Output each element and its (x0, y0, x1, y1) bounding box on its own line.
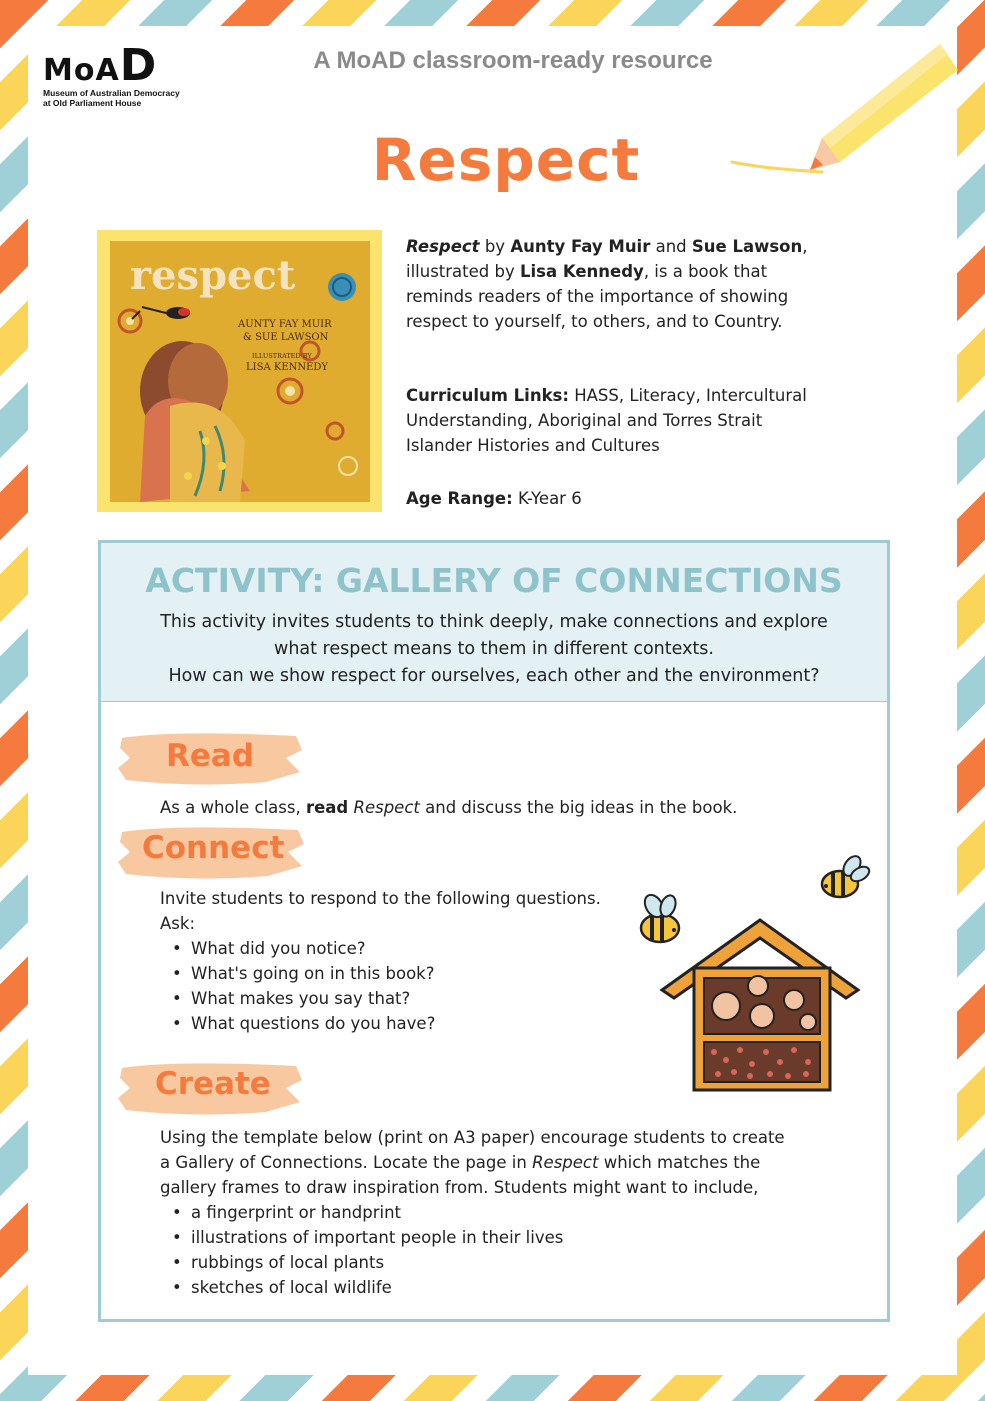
intro-book-title: Respect (406, 237, 480, 256)
intro-illustrator: Lisa Kennedy (520, 262, 644, 281)
tagline: A MoAD classroom-ready resource (313, 47, 713, 74)
logo-line-2: at Old Parliament House (43, 97, 142, 108)
list-item: • What makes you say that? (172, 986, 620, 1011)
create-text (160, 1125, 790, 1300)
activity-desc-line-1: This activity invites students to think deeply, make connections and explore (160, 612, 828, 632)
intro-by: by (479, 237, 511, 256)
read-heading: Read (166, 738, 255, 774)
list-item: • sketches of local wildlife (172, 1275, 790, 1300)
age-label: Age Range: (406, 489, 513, 508)
cover-title: respect (130, 252, 296, 299)
list-item: • a fingerprint or handprint (172, 1200, 790, 1225)
create-text-post: which matches the gallery frames to draw inspiration from. Students might want to include, (160, 1153, 761, 1197)
intro-author-1: Aunty Fay Muir (510, 237, 651, 256)
list-item: • What did you notice? (172, 936, 620, 961)
bug-hotel-illustration (630, 850, 875, 1100)
cover-author-1: AUNTY FAY MUIR (238, 319, 332, 330)
create-text-italic: Respect (532, 1153, 599, 1172)
age-value: K-Year 6 (512, 489, 582, 508)
cover-author-2: & SUE LAWSON (243, 332, 329, 343)
logo-mark: MoAD (43, 40, 158, 91)
page-title: Respect (371, 126, 641, 194)
intro-rest: , is a book that reminds readers of the importance of showing respect to yourself, to others, and to Country. (406, 262, 789, 331)
curriculum-value: HASS, Literacy, Intercultural Understanding, Aboriginal and Torres Strait Islander Histories and Cultures (406, 386, 807, 455)
activity-desc-line-2: what respect means to them in different contexts. (274, 639, 714, 659)
bee-icon (641, 892, 679, 942)
book-info (406, 234, 816, 511)
read-text (160, 795, 737, 820)
cover-illustrated-by: ILLUSTRATED BY (252, 352, 312, 360)
book-cover-illustration (110, 241, 370, 502)
activity-header (98, 540, 890, 704)
book-cover (110, 241, 370, 502)
read-text-post: and discuss the big ideas in the book. (419, 798, 738, 817)
curriculum-label: Curriculum Links: (406, 386, 569, 405)
create-text-pre: Using the template below (print on A3 paper) encourage students to create a Gallery of Connections. Locate the page in (160, 1128, 785, 1172)
intro-author-2: Sue Lawson (691, 237, 803, 256)
activity-desc-line-3: How can we show respect for ourselves, each other and the environment? (168, 666, 820, 686)
read-text-italic: Respect (353, 798, 420, 817)
create-items (172, 1200, 790, 1300)
activity-title: ACTIVITY: GALLERY OF CONNECTIONS (145, 561, 843, 600)
connect-questions (172, 936, 620, 1036)
list-item: • What questions do you have? (172, 1011, 620, 1036)
connect-text (160, 886, 620, 1036)
read-text-bold: read (305, 798, 349, 817)
connect-heading: Connect (142, 830, 285, 866)
list-item: • rubbings of local plants (172, 1250, 790, 1275)
list-item: • What's going on in this book? (172, 961, 620, 986)
cover-illustrator: LISA KENNEDY (246, 362, 329, 373)
create-paragraph (160, 1125, 790, 1200)
activity-description (101, 609, 887, 690)
create-heading: Create (155, 1066, 271, 1102)
connect-line-2: Ask: (160, 914, 195, 933)
curriculum-links (406, 383, 816, 458)
intro-illustrated: , illustrated by (406, 237, 808, 281)
list-item: • illustrations of important people in their lives (172, 1225, 790, 1250)
age-range (406, 486, 816, 511)
intro-and: and (650, 237, 692, 256)
bee-icon (822, 853, 872, 897)
read-text-pre: As a whole class, (160, 798, 306, 817)
logo-line-1: Museum of Australian Democracy (43, 88, 180, 98)
connect-line-1: Invite students to respond to the following questions. (160, 889, 601, 908)
book-intro (406, 234, 816, 334)
